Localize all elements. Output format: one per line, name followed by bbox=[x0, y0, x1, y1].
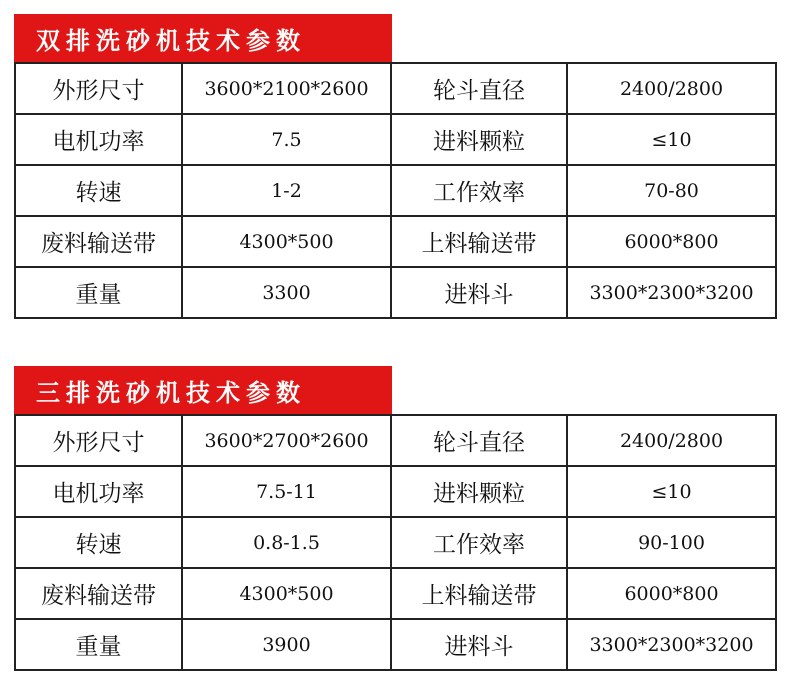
param-label: 外形尺寸 bbox=[15, 415, 182, 466]
param-value: 7.5-11 bbox=[182, 466, 391, 517]
param-value: 3300 bbox=[182, 267, 391, 318]
param-label: 转速 bbox=[15, 517, 182, 568]
param-value: 0.8-1.5 bbox=[182, 517, 391, 568]
param-label: 电机功率 bbox=[15, 114, 182, 165]
param-label: 转速 bbox=[15, 165, 182, 216]
param-value: ≤10 bbox=[567, 114, 776, 165]
table-row bbox=[15, 568, 776, 619]
section-title: 双排洗砂机技术参数 bbox=[36, 26, 306, 55]
param-label: 电机功率 bbox=[15, 466, 182, 517]
table-row bbox=[15, 267, 776, 318]
param-value: 4300*500 bbox=[182, 216, 391, 267]
param-label: 废料输送带 bbox=[15, 216, 182, 267]
param-label: 进料颗粒 bbox=[391, 114, 567, 165]
param-label: 进料斗 bbox=[391, 619, 567, 670]
section-title-banner bbox=[14, 366, 392, 414]
param-label: 进料颗粒 bbox=[391, 466, 567, 517]
table-row bbox=[15, 517, 776, 568]
param-label: 轮斗直径 bbox=[391, 415, 567, 466]
param-label: 进料斗 bbox=[391, 267, 567, 318]
param-value: 3300*2300*3200 bbox=[567, 619, 776, 670]
param-value: ≤10 bbox=[567, 466, 776, 517]
param-value: 1-2 bbox=[182, 165, 391, 216]
table-row bbox=[15, 114, 776, 165]
spec-section-triple-row bbox=[14, 366, 775, 671]
param-label: 轮斗直径 bbox=[391, 63, 567, 114]
param-value: 6000*800 bbox=[567, 568, 776, 619]
param-label: 重量 bbox=[15, 267, 182, 318]
param-value: 7.5 bbox=[182, 114, 391, 165]
spec-table bbox=[14, 414, 777, 671]
section-title-banner bbox=[14, 14, 392, 62]
param-value: 3600*2100*2600 bbox=[182, 63, 391, 114]
param-value: 6000*800 bbox=[567, 216, 776, 267]
param-label: 外形尺寸 bbox=[15, 63, 182, 114]
param-label: 工作效率 bbox=[391, 165, 567, 216]
spec-table bbox=[14, 62, 777, 319]
section-title: 三排洗砂机技术参数 bbox=[36, 378, 306, 407]
param-value: 70-80 bbox=[567, 165, 776, 216]
table-row bbox=[15, 619, 776, 670]
param-value: 3900 bbox=[182, 619, 391, 670]
param-label: 工作效率 bbox=[391, 517, 567, 568]
param-value: 2400/2800 bbox=[567, 415, 776, 466]
table-row bbox=[15, 165, 776, 216]
table-row bbox=[15, 415, 776, 466]
spec-section-double-row bbox=[14, 14, 775, 319]
param-label: 上料输送带 bbox=[391, 568, 567, 619]
param-label: 废料输送带 bbox=[15, 568, 182, 619]
param-value: 2400/2800 bbox=[567, 63, 776, 114]
param-value: 3300*2300*3200 bbox=[567, 267, 776, 318]
table-row bbox=[15, 216, 776, 267]
table-row bbox=[15, 466, 776, 517]
param-value: 4300*500 bbox=[182, 568, 391, 619]
table-row bbox=[15, 63, 776, 114]
param-value: 3600*2700*2600 bbox=[182, 415, 391, 466]
param-label: 上料输送带 bbox=[391, 216, 567, 267]
param-label: 重量 bbox=[15, 619, 182, 670]
param-value: 90-100 bbox=[567, 517, 776, 568]
